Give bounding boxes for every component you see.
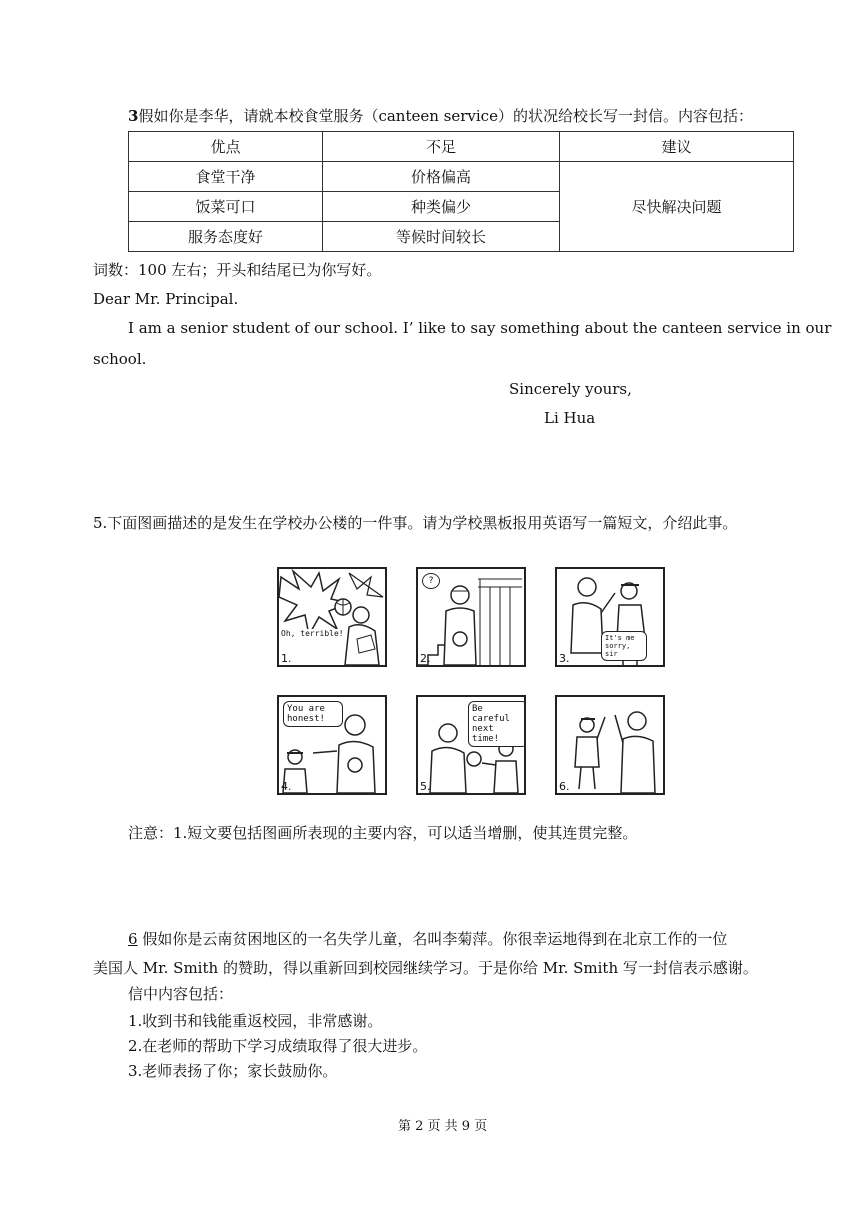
q3-table [128, 131, 794, 252]
table-cell: 饭菜可口 [129, 192, 323, 222]
explosion-illustration [279, 569, 385, 665]
table-cell: 种类偏少 [323, 192, 560, 222]
q5-prompt: 5.下面图画描述的是发生在学校办公楼的一件事。请为学校黑板报用英语写一篇短文，介绍此事。 [93, 514, 738, 532]
question-bubble: ? [422, 573, 440, 589]
speech-bubble: It's me sorry, sir [601, 631, 647, 661]
header-advantages: 优点 [129, 132, 323, 162]
q3-salutation: Dear Mr. Principal. [93, 290, 239, 308]
list-item: 1.收到书和钱能重返校园，非常感谢。 [128, 1012, 383, 1030]
q6-line3: 信中内容包括： [128, 985, 234, 1003]
speech-bubble: You are honest! [283, 701, 343, 727]
speech-bubble: Be careful next time! [468, 701, 526, 747]
q3-closing: Sincerely yours, [509, 380, 632, 398]
panel-number: 4. [281, 780, 292, 793]
list-item: 2.在老师的帮助下学习成绩取得了很大进步。 [128, 1037, 428, 1055]
q3-number: 3 [128, 107, 139, 125]
panel-number: 5. [420, 780, 431, 793]
q5-note: 注意：1.短文要包括图画所表现的主要内容，可以适当增删，使其连贯完整。 [128, 824, 638, 842]
table-cell-suggestion: 尽快解决问题 [560, 162, 794, 252]
q3-body-line1: I am a senior student of our school. I’ like to say something about the canteen service in our [128, 319, 832, 337]
comic-strip [275, 563, 667, 796]
comic-panel-6 [555, 695, 665, 795]
panel-number: 3. [559, 652, 570, 665]
q3-prompt: 3假如你是李华，请就本校食堂服务（canteen service）的状况给校长写一封信。内容包括： [128, 107, 753, 125]
q6-number: 6 [128, 930, 138, 948]
page-footer: 第 2 页 共 9 页 [398, 1119, 488, 1134]
q3-word-count: 词数：100 左右；开头和结尾已为你写好。 [93, 261, 382, 279]
table-header-row [129, 132, 794, 162]
panel-number: 2. [420, 652, 431, 665]
q6-line2: 美国人 Mr. Smith 的赞助，得以重新回到校园继续学习。于是你给 Mr. Smith 写一封信表示感谢。 [93, 959, 758, 977]
waving-goodbye-illustration [557, 697, 663, 793]
header-shortcomings: 不足 [323, 132, 560, 162]
q6-line1: 6 假如你是云南贫困地区的一名失学儿童，名叫李菊萍。你很幸运地得到在北京工作的一位 [128, 930, 728, 948]
panel-number: 1. [281, 652, 292, 665]
comic-panel-4 [277, 695, 387, 795]
panel-number: 6. [559, 780, 570, 793]
comic-panel-5 [416, 695, 526, 795]
table-cell: 价格偏高 [323, 162, 560, 192]
table-row [129, 162, 794, 192]
header-suggestions: 建议 [560, 132, 794, 162]
list-item: 3.老师表扬了你；家长鼓励你。 [128, 1062, 338, 1080]
q3-body-line2: school. [93, 350, 147, 368]
q3-signature: Li Hua [544, 409, 596, 427]
comic-panel-3 [555, 567, 665, 667]
table-cell: 等候时间较长 [323, 222, 560, 252]
comic-panel-1 [277, 567, 387, 667]
comic-panel-2 [416, 567, 526, 667]
speech-text: Oh, terrible! [281, 629, 344, 638]
table-cell: 食堂干净 [129, 162, 323, 192]
table-cell: 服务态度好 [129, 222, 323, 252]
